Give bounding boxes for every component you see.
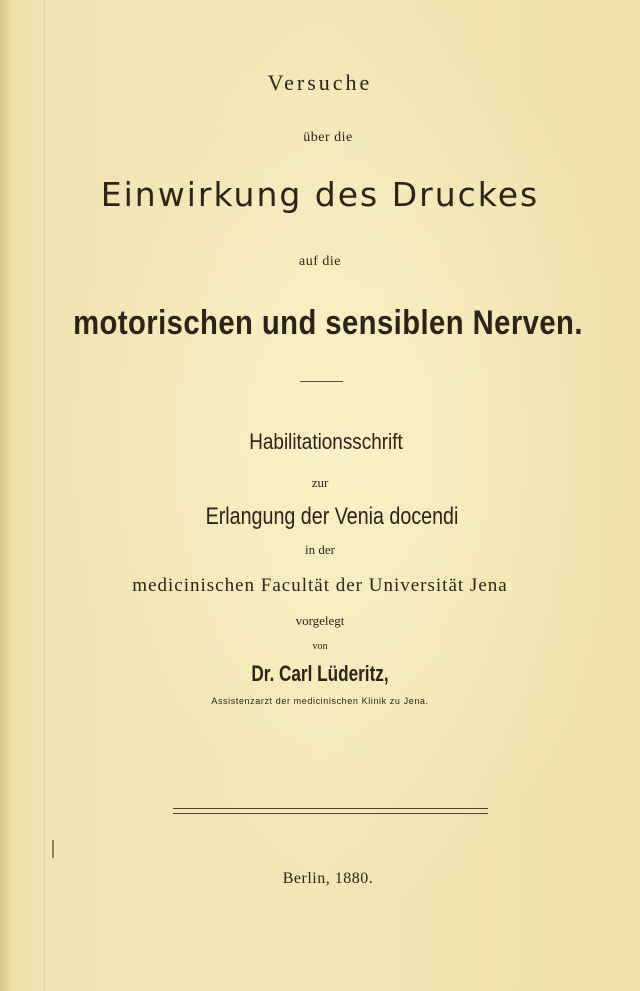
book-spine-edge xyxy=(0,0,10,991)
author-name: Dr. Carl Lüderitz, xyxy=(251,661,389,686)
title-line-nerven: motorischen und sensiblen Nerven. xyxy=(73,304,583,342)
text-zur: zur xyxy=(311,475,329,490)
text-in-der: in der xyxy=(305,542,335,557)
imprint-place-year: Berlin, 1880. xyxy=(282,870,374,887)
faculty-name: medicinischen Facultät der Universität Jena xyxy=(132,575,508,596)
double-divider-rule xyxy=(173,808,488,814)
text-vorgelegt: vorgelegt xyxy=(295,613,345,628)
thesis-purpose: Erlangung der Venia docendi xyxy=(205,503,459,530)
short-divider-rule xyxy=(300,381,343,382)
margin-mark xyxy=(52,840,54,858)
title-line-versuche: Versuche xyxy=(267,70,373,95)
thesis-type: Habilitationsschrift xyxy=(249,429,403,454)
title-line-einwirkung: Einwirkung des Druckes xyxy=(100,175,540,214)
text-von: von xyxy=(312,641,328,652)
title-line-auf-die: auf die xyxy=(299,254,341,269)
page-fold-line xyxy=(44,0,45,991)
author-position: Assistenzarzt der medicinischen Klinik zu Jena. xyxy=(211,696,429,706)
title-line-uber-die: über die xyxy=(303,130,353,145)
